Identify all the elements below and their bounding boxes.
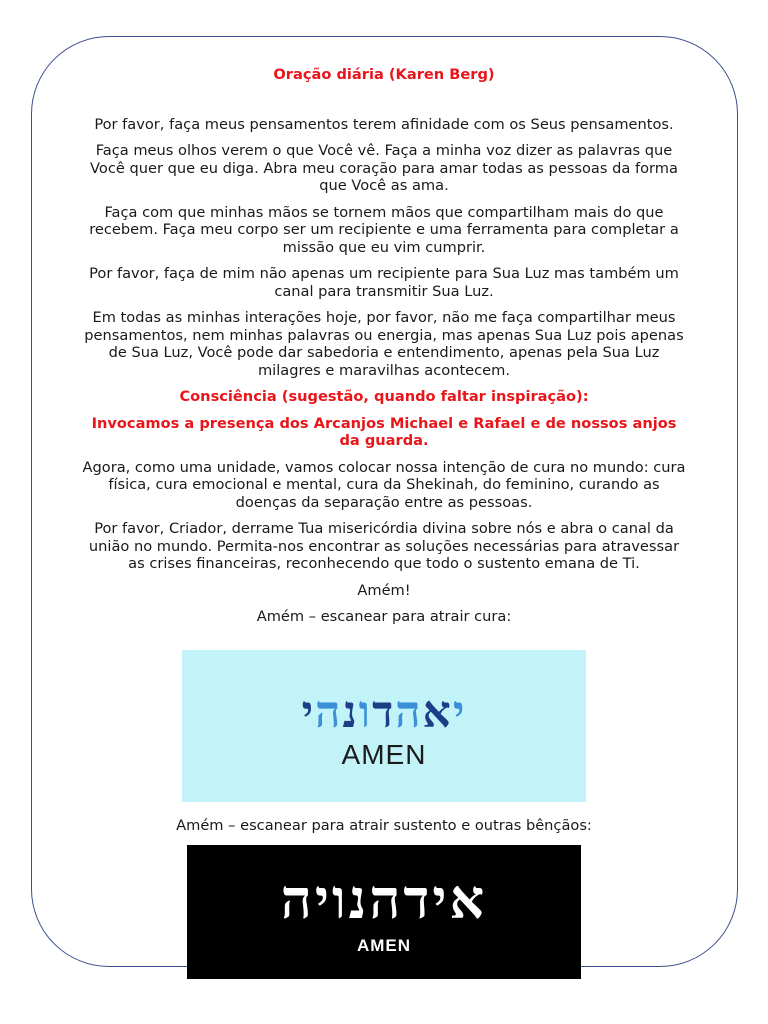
image2-caption: Amém – escanear para atrair sustento e outras bênçãos: xyxy=(176,816,592,834)
hebrew-name-healing: יאהדונהי xyxy=(301,686,467,738)
invocation-heading: Invocamos a presença dos Arcanjos Michael e Rafael e de nossos anjos da guarda. xyxy=(91,414,677,449)
hebrew-name-sustenance: אידהנויה xyxy=(280,867,488,932)
image1-wrapper xyxy=(80,635,688,802)
paragraph-7: Por favor, Criador, derrame Tua misericórdia divina sobre nós e abra o canal da união no mundo. Permita-nos encontrar as soluções necessárias para atravessar as crises financeiras, reconhecendo que todo o sustento emana de Ti. xyxy=(88,520,680,572)
paragraph-1: Por favor, faça meus pensamentos terem afinidade com os Seus pensamentos. xyxy=(94,115,674,133)
image2-wrapper xyxy=(80,834,688,979)
prayer-title: Oração diária (Karen Berg) xyxy=(273,66,495,83)
paragraph-6: Agora, como uma unidade, vamos colocar nossa intenção de cura no mundo: cura física, cura emocional e mental, cura da Shekinah, do feminino, curando as doenças da separação entre as pessoas. xyxy=(82,458,686,511)
amen-label-healing: AMEN xyxy=(341,738,427,770)
paragraph-4: Por favor, faça de mim não apenas um recipiente para Sua Luz mas também um canal para transmitir Sua Luz. xyxy=(89,265,679,300)
amen-label-sustenance: AMEN xyxy=(356,936,412,956)
paragraph-5: Em todas as minhas interações hoje, por favor, não me faça compartilhar meus pensamentos, nem minhas palavras ou energia, mas apenas Sua Luz pois apenas de Sua Luz, Você pode dar sabedoria e entendimento, apenas pela Sua Luz milagres e maravilhas acontecem. xyxy=(84,309,684,379)
amen-line: Amém! xyxy=(357,581,411,599)
prayer-content xyxy=(80,60,688,979)
healing-name-image xyxy=(182,650,586,802)
consciousness-heading: Consciência (sugestão, quando faltar inspiração): xyxy=(179,388,589,405)
paragraph-2: Faça meus olhos verem o que Você vê. Faça a minha voz dizer as palavras que Você quer que eu diga. Abra meu coração para amar todas as pessoas da forma que Você as ama. xyxy=(90,142,678,194)
sustenance-name-image xyxy=(187,845,581,979)
image1-caption: Amém – escanear para atrair cura: xyxy=(256,608,512,625)
paragraph-3: Faça com que minhas mãos se tornem mãos que compartilham mais do que recebem. Faça meu corpo ser um recipiente e uma ferramenta para completar a missão que eu vim cumprir. xyxy=(89,203,679,256)
